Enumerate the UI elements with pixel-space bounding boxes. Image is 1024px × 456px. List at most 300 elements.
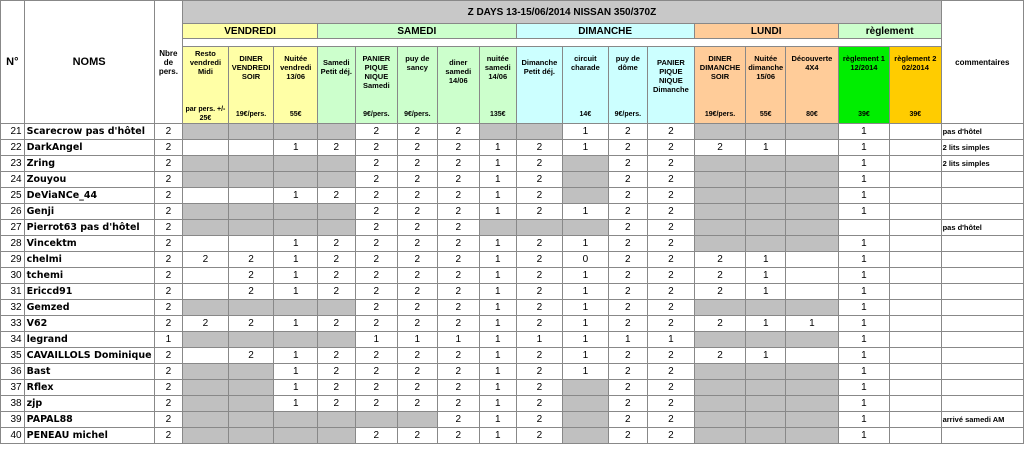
- cell-value[interactable]: 1: [274, 396, 318, 412]
- cell-value[interactable]: [183, 236, 228, 252]
- cell-value[interactable]: 2: [516, 236, 563, 252]
- cell-value[interactable]: 1: [274, 316, 318, 332]
- cell-value[interactable]: 2: [608, 364, 648, 380]
- cell-empty[interactable]: [228, 124, 274, 140]
- cell-value[interactable]: 2: [183, 252, 228, 268]
- cell-empty[interactable]: [746, 380, 786, 396]
- cell-empty[interactable]: [786, 396, 839, 412]
- cell-value[interactable]: 2: [437, 252, 479, 268]
- cell-value[interactable]: 2: [355, 172, 397, 188]
- cell-empty[interactable]: [563, 396, 608, 412]
- cell-empty[interactable]: [786, 364, 839, 380]
- cell-value[interactable]: 1: [563, 124, 608, 140]
- cell-value[interactable]: 2: [608, 428, 648, 444]
- cell-value[interactable]: 1: [608, 332, 648, 348]
- row-number[interactable]: 22: [1, 140, 25, 156]
- cell-value[interactable]: 1: [838, 156, 889, 172]
- cell-value[interactable]: 2: [648, 252, 695, 268]
- cell-value[interactable]: [786, 140, 839, 156]
- cell-value[interactable]: 2: [648, 412, 695, 428]
- cell-value[interactable]: [890, 332, 941, 348]
- cell-empty[interactable]: [746, 428, 786, 444]
- cell-empty[interactable]: [694, 428, 746, 444]
- cell-value[interactable]: 1: [838, 124, 889, 140]
- people-count[interactable]: 2: [154, 188, 183, 204]
- comment-cell[interactable]: [941, 332, 1023, 348]
- cell-empty[interactable]: [786, 300, 839, 316]
- cell-value[interactable]: [890, 364, 941, 380]
- cell-value[interactable]: 1: [479, 172, 516, 188]
- cell-empty[interactable]: [479, 124, 516, 140]
- row-number[interactable]: 28: [1, 236, 25, 252]
- cell-value[interactable]: 2: [516, 412, 563, 428]
- cell-empty[interactable]: [274, 428, 318, 444]
- cell-value[interactable]: 1: [838, 140, 889, 156]
- row-number[interactable]: 24: [1, 172, 25, 188]
- cell-empty[interactable]: [746, 204, 786, 220]
- participant-name[interactable]: tchemi: [24, 268, 154, 284]
- cell-empty[interactable]: [516, 220, 563, 236]
- cell-value[interactable]: 2: [318, 140, 356, 156]
- cell-value[interactable]: [890, 156, 941, 172]
- cell-value[interactable]: 1: [274, 364, 318, 380]
- cell-value[interactable]: 2: [608, 284, 648, 300]
- cell-empty[interactable]: [228, 380, 274, 396]
- cell-empty[interactable]: [563, 220, 608, 236]
- cell-value[interactable]: 1: [786, 316, 839, 332]
- cell-empty[interactable]: [274, 172, 318, 188]
- cell-empty[interactable]: [183, 428, 228, 444]
- cell-value[interactable]: 2: [648, 316, 695, 332]
- cell-value[interactable]: 2: [437, 428, 479, 444]
- cell-empty[interactable]: [479, 220, 516, 236]
- people-count[interactable]: 2: [154, 412, 183, 428]
- row-number[interactable]: 31: [1, 284, 25, 300]
- cell-value[interactable]: 2: [694, 140, 746, 156]
- cell-value[interactable]: 2: [437, 220, 479, 236]
- cell-empty[interactable]: [318, 204, 356, 220]
- cell-value[interactable]: 2: [516, 380, 563, 396]
- cell-value[interactable]: 1: [479, 140, 516, 156]
- cell-value[interactable]: 2: [608, 156, 648, 172]
- cell-value[interactable]: 2: [608, 380, 648, 396]
- cell-empty[interactable]: [746, 156, 786, 172]
- cell-value[interactable]: 1: [563, 364, 608, 380]
- comment-cell[interactable]: [941, 380, 1023, 396]
- cell-value[interactable]: 2: [648, 156, 695, 172]
- cell-value[interactable]: [786, 252, 839, 268]
- row-number[interactable]: 34: [1, 332, 25, 348]
- cell-empty[interactable]: [183, 204, 228, 220]
- cell-value[interactable]: 1: [648, 332, 695, 348]
- row-number[interactable]: 21: [1, 124, 25, 140]
- cell-empty[interactable]: [563, 380, 608, 396]
- cell-empty[interactable]: [746, 332, 786, 348]
- cell-value[interactable]: 2: [398, 268, 438, 284]
- cell-value[interactable]: 1: [479, 188, 516, 204]
- cell-value[interactable]: 2: [398, 300, 438, 316]
- cell-value[interactable]: 1: [838, 364, 889, 380]
- cell-value[interactable]: 2: [318, 236, 356, 252]
- cell-value[interactable]: 2: [318, 316, 356, 332]
- cell-value[interactable]: [786, 284, 839, 300]
- cell-value[interactable]: 1: [838, 268, 889, 284]
- cell-value[interactable]: [183, 268, 228, 284]
- people-count[interactable]: 2: [154, 268, 183, 284]
- cell-value[interactable]: 1: [563, 348, 608, 364]
- cell-value[interactable]: 2: [694, 268, 746, 284]
- cell-value[interactable]: 2: [355, 204, 397, 220]
- cell-value[interactable]: 1: [838, 380, 889, 396]
- cell-value[interactable]: 2: [318, 364, 356, 380]
- row-number[interactable]: 37: [1, 380, 25, 396]
- participant-name[interactable]: DeViaNCe_44: [24, 188, 154, 204]
- cell-value[interactable]: 2: [398, 220, 438, 236]
- cell-empty[interactable]: [183, 220, 228, 236]
- cell-empty[interactable]: [786, 380, 839, 396]
- cell-empty[interactable]: [183, 412, 228, 428]
- cell-empty[interactable]: [274, 220, 318, 236]
- cell-value[interactable]: 2: [516, 316, 563, 332]
- comment-cell[interactable]: [941, 364, 1023, 380]
- cell-value[interactable]: [183, 284, 228, 300]
- cell-value[interactable]: 2: [355, 380, 397, 396]
- cell-value[interactable]: 2: [355, 300, 397, 316]
- cell-empty[interactable]: [746, 396, 786, 412]
- cell-empty[interactable]: [318, 428, 356, 444]
- cell-value[interactable]: 2: [648, 172, 695, 188]
- cell-value[interactable]: 1: [479, 380, 516, 396]
- cell-value[interactable]: 2: [608, 300, 648, 316]
- cell-value[interactable]: 1: [516, 332, 563, 348]
- cell-value[interactable]: [890, 172, 941, 188]
- cell-value[interactable]: [890, 140, 941, 156]
- cell-value[interactable]: 2: [318, 284, 356, 300]
- comment-cell[interactable]: arrivé samedi AM: [941, 412, 1023, 428]
- comment-cell[interactable]: [941, 348, 1023, 364]
- cell-value[interactable]: 2: [437, 284, 479, 300]
- participant-name[interactable]: Gemzed: [24, 300, 154, 316]
- cell-empty[interactable]: [746, 172, 786, 188]
- cell-empty[interactable]: [746, 364, 786, 380]
- participant-name[interactable]: CAVAILLOLS Dominique: [24, 348, 154, 364]
- row-number[interactable]: 30: [1, 268, 25, 284]
- cell-value[interactable]: 1: [479, 204, 516, 220]
- row-number[interactable]: 36: [1, 364, 25, 380]
- cell-empty[interactable]: [746, 236, 786, 252]
- cell-value[interactable]: 2: [228, 284, 274, 300]
- cell-empty[interactable]: [318, 332, 356, 348]
- participant-name[interactable]: Ericcd91: [24, 284, 154, 300]
- cell-empty[interactable]: [318, 172, 356, 188]
- cell-value[interactable]: 2: [398, 316, 438, 332]
- cell-value[interactable]: 1: [479, 284, 516, 300]
- cell-value[interactable]: 1: [274, 268, 318, 284]
- participant-name[interactable]: V62: [24, 316, 154, 332]
- cell-value[interactable]: 2: [355, 140, 397, 156]
- participant-name[interactable]: PENEAU michel: [24, 428, 154, 444]
- cell-value[interactable]: 2: [318, 348, 356, 364]
- cell-value[interactable]: 2: [648, 140, 695, 156]
- cell-empty[interactable]: [274, 204, 318, 220]
- cell-value[interactable]: 2: [648, 220, 695, 236]
- cell-empty[interactable]: [228, 220, 274, 236]
- cell-empty[interactable]: [183, 364, 228, 380]
- comment-cell[interactable]: pas d'hôtel: [941, 124, 1023, 140]
- cell-value[interactable]: 1: [838, 236, 889, 252]
- cell-empty[interactable]: [228, 428, 274, 444]
- cell-value[interactable]: 2: [228, 316, 274, 332]
- cell-value[interactable]: 2: [398, 284, 438, 300]
- cell-value[interactable]: 2: [355, 188, 397, 204]
- cell-value[interactable]: 1: [563, 316, 608, 332]
- participant-name[interactable]: Bast: [24, 364, 154, 380]
- comment-cell[interactable]: [941, 284, 1023, 300]
- cell-value[interactable]: 2: [608, 172, 648, 188]
- cell-value[interactable]: 2: [648, 268, 695, 284]
- cell-empty[interactable]: [694, 380, 746, 396]
- cell-value[interactable]: 2: [648, 300, 695, 316]
- cell-value[interactable]: 2: [355, 428, 397, 444]
- cell-value[interactable]: 2: [437, 188, 479, 204]
- cell-value[interactable]: 2: [398, 204, 438, 220]
- cell-empty[interactable]: [228, 364, 274, 380]
- cell-value[interactable]: 2: [398, 348, 438, 364]
- cell-empty[interactable]: [274, 300, 318, 316]
- cell-value[interactable]: 2: [318, 268, 356, 284]
- cell-empty[interactable]: [786, 220, 839, 236]
- cell-value[interactable]: 2: [398, 364, 438, 380]
- cell-empty[interactable]: [398, 412, 438, 428]
- cell-empty[interactable]: [786, 204, 839, 220]
- comment-cell[interactable]: [941, 268, 1023, 284]
- cell-value[interactable]: 2: [608, 412, 648, 428]
- row-number[interactable]: 23: [1, 156, 25, 172]
- participant-name[interactable]: chelmi: [24, 252, 154, 268]
- people-count[interactable]: 2: [154, 316, 183, 332]
- comment-cell[interactable]: [941, 300, 1023, 316]
- cell-empty[interactable]: [274, 412, 318, 428]
- cell-value[interactable]: 2: [694, 252, 746, 268]
- cell-value[interactable]: 2: [437, 316, 479, 332]
- cell-value[interactable]: 2: [398, 396, 438, 412]
- cell-value[interactable]: 2: [398, 252, 438, 268]
- cell-value[interactable]: 2: [398, 236, 438, 252]
- cell-empty[interactable]: [183, 172, 228, 188]
- people-count[interactable]: 2: [154, 124, 183, 140]
- cell-value[interactable]: 2: [608, 252, 648, 268]
- cell-empty[interactable]: [318, 220, 356, 236]
- cell-value[interactable]: 2: [516, 428, 563, 444]
- cell-value[interactable]: 2: [318, 396, 356, 412]
- cell-value[interactable]: 2: [437, 380, 479, 396]
- cell-empty[interactable]: [786, 156, 839, 172]
- cell-value[interactable]: 1: [479, 236, 516, 252]
- cell-value[interactable]: [890, 268, 941, 284]
- cell-value[interactable]: 2: [516, 140, 563, 156]
- cell-value[interactable]: 2: [608, 348, 648, 364]
- cell-value[interactable]: 2: [398, 156, 438, 172]
- cell-empty[interactable]: [694, 124, 746, 140]
- cell-value[interactable]: 2: [516, 252, 563, 268]
- cell-value[interactable]: [890, 252, 941, 268]
- cell-value[interactable]: 1: [479, 332, 516, 348]
- cell-empty[interactable]: [746, 412, 786, 428]
- cell-value[interactable]: 2: [398, 428, 438, 444]
- row-number[interactable]: 25: [1, 188, 25, 204]
- cell-empty[interactable]: [183, 124, 228, 140]
- cell-value[interactable]: 2: [355, 348, 397, 364]
- cell-empty[interactable]: [694, 364, 746, 380]
- cell-empty[interactable]: [183, 396, 228, 412]
- participant-name[interactable]: Pierrot63 pas d'hôtel: [24, 220, 154, 236]
- cell-value[interactable]: [228, 140, 274, 156]
- cell-value[interactable]: 1: [355, 332, 397, 348]
- cell-empty[interactable]: [694, 396, 746, 412]
- cell-value[interactable]: 2: [355, 252, 397, 268]
- cell-empty[interactable]: [694, 236, 746, 252]
- cell-empty[interactable]: [183, 380, 228, 396]
- people-count[interactable]: 2: [154, 348, 183, 364]
- cell-empty[interactable]: [786, 428, 839, 444]
- cell-value[interactable]: 2: [398, 188, 438, 204]
- cell-value[interactable]: 1: [479, 316, 516, 332]
- cell-empty[interactable]: [694, 332, 746, 348]
- participant-name[interactable]: DarkAngel: [24, 140, 154, 156]
- cell-empty[interactable]: [694, 204, 746, 220]
- cell-value[interactable]: 1: [274, 140, 318, 156]
- cell-value[interactable]: [183, 348, 228, 364]
- cell-empty[interactable]: [228, 204, 274, 220]
- cell-value[interactable]: [890, 204, 941, 220]
- cell-empty[interactable]: [228, 412, 274, 428]
- cell-value[interactable]: 2: [318, 380, 356, 396]
- cell-value[interactable]: 1: [398, 332, 438, 348]
- cell-value[interactable]: 1: [838, 332, 889, 348]
- cell-value[interactable]: 2: [648, 396, 695, 412]
- cell-value[interactable]: 1: [563, 284, 608, 300]
- cell-value[interactable]: 2: [398, 172, 438, 188]
- cell-empty[interactable]: [355, 412, 397, 428]
- participant-name[interactable]: Zring: [24, 156, 154, 172]
- cell-empty[interactable]: [746, 300, 786, 316]
- people-count[interactable]: 2: [154, 156, 183, 172]
- people-count[interactable]: 2: [154, 380, 183, 396]
- comment-cell[interactable]: [941, 316, 1023, 332]
- participant-name[interactable]: Genji: [24, 204, 154, 220]
- cell-empty[interactable]: [228, 332, 274, 348]
- cell-empty[interactable]: [563, 412, 608, 428]
- cell-empty[interactable]: [516, 124, 563, 140]
- cell-value[interactable]: 2: [437, 300, 479, 316]
- cell-value[interactable]: 2: [437, 364, 479, 380]
- cell-value[interactable]: 1: [838, 188, 889, 204]
- cell-value[interactable]: 1: [479, 252, 516, 268]
- cell-value[interactable]: [890, 428, 941, 444]
- cell-value[interactable]: 2: [437, 348, 479, 364]
- people-count[interactable]: 2: [154, 428, 183, 444]
- cell-value[interactable]: 1: [274, 380, 318, 396]
- cell-value[interactable]: 1: [479, 428, 516, 444]
- cell-value[interactable]: 1: [563, 268, 608, 284]
- cell-value[interactable]: 1: [563, 140, 608, 156]
- cell-value[interactable]: [890, 284, 941, 300]
- people-count[interactable]: 2: [154, 172, 183, 188]
- comment-cell[interactable]: [941, 252, 1023, 268]
- cell-value[interactable]: 2: [694, 348, 746, 364]
- cell-value[interactable]: 2: [398, 380, 438, 396]
- cell-empty[interactable]: [694, 172, 746, 188]
- cell-value[interactable]: 2: [355, 284, 397, 300]
- people-count[interactable]: 2: [154, 236, 183, 252]
- cell-value[interactable]: 2: [608, 316, 648, 332]
- comment-cell[interactable]: 2 lits simples: [941, 140, 1023, 156]
- cell-empty[interactable]: [694, 412, 746, 428]
- cell-value[interactable]: 1: [479, 348, 516, 364]
- cell-empty[interactable]: [228, 300, 274, 316]
- cell-value[interactable]: 1: [838, 316, 889, 332]
- cell-value[interactable]: 2: [355, 268, 397, 284]
- cell-value[interactable]: 2: [516, 188, 563, 204]
- cell-value[interactable]: [228, 188, 274, 204]
- cell-value[interactable]: [890, 124, 941, 140]
- cell-empty[interactable]: [274, 156, 318, 172]
- cell-value[interactable]: 2: [318, 188, 356, 204]
- cell-value[interactable]: 2: [355, 396, 397, 412]
- cell-value[interactable]: 2: [437, 156, 479, 172]
- cell-value[interactable]: 2: [355, 156, 397, 172]
- cell-value[interactable]: 1: [274, 348, 318, 364]
- cell-empty[interactable]: [746, 220, 786, 236]
- cell-value[interactable]: 2: [648, 364, 695, 380]
- cell-value[interactable]: 1: [274, 236, 318, 252]
- cell-empty[interactable]: [786, 172, 839, 188]
- cell-value[interactable]: [183, 140, 228, 156]
- cell-value[interactable]: 2: [516, 300, 563, 316]
- cell-empty[interactable]: [563, 188, 608, 204]
- cell-empty[interactable]: [786, 188, 839, 204]
- cell-value[interactable]: 2: [437, 140, 479, 156]
- cell-empty[interactable]: [694, 300, 746, 316]
- cell-value[interactable]: 2: [228, 348, 274, 364]
- cell-value[interactable]: 1: [838, 396, 889, 412]
- cell-value[interactable]: [890, 316, 941, 332]
- cell-value[interactable]: 2: [355, 236, 397, 252]
- people-count[interactable]: 2: [154, 396, 183, 412]
- people-count[interactable]: 2: [154, 364, 183, 380]
- cell-empty[interactable]: [563, 428, 608, 444]
- cell-value[interactable]: 2: [516, 364, 563, 380]
- cell-value[interactable]: 1: [838, 428, 889, 444]
- row-number[interactable]: 27: [1, 220, 25, 236]
- row-number[interactable]: 32: [1, 300, 25, 316]
- row-number[interactable]: 35: [1, 348, 25, 364]
- cell-value[interactable]: 2: [355, 316, 397, 332]
- cell-value[interactable]: 2: [516, 204, 563, 220]
- participant-name[interactable]: PAPAL88: [24, 412, 154, 428]
- cell-value[interactable]: 1: [746, 284, 786, 300]
- cell-value[interactable]: 2: [608, 188, 648, 204]
- cell-value[interactable]: [890, 300, 941, 316]
- cell-value[interactable]: [890, 220, 941, 236]
- cell-value[interactable]: 2: [437, 396, 479, 412]
- cell-value[interactable]: 1: [479, 364, 516, 380]
- people-count[interactable]: 2: [154, 204, 183, 220]
- cell-value[interactable]: 1: [274, 284, 318, 300]
- cell-value[interactable]: [228, 236, 274, 252]
- cell-value[interactable]: 2: [648, 188, 695, 204]
- cell-value[interactable]: 1: [838, 348, 889, 364]
